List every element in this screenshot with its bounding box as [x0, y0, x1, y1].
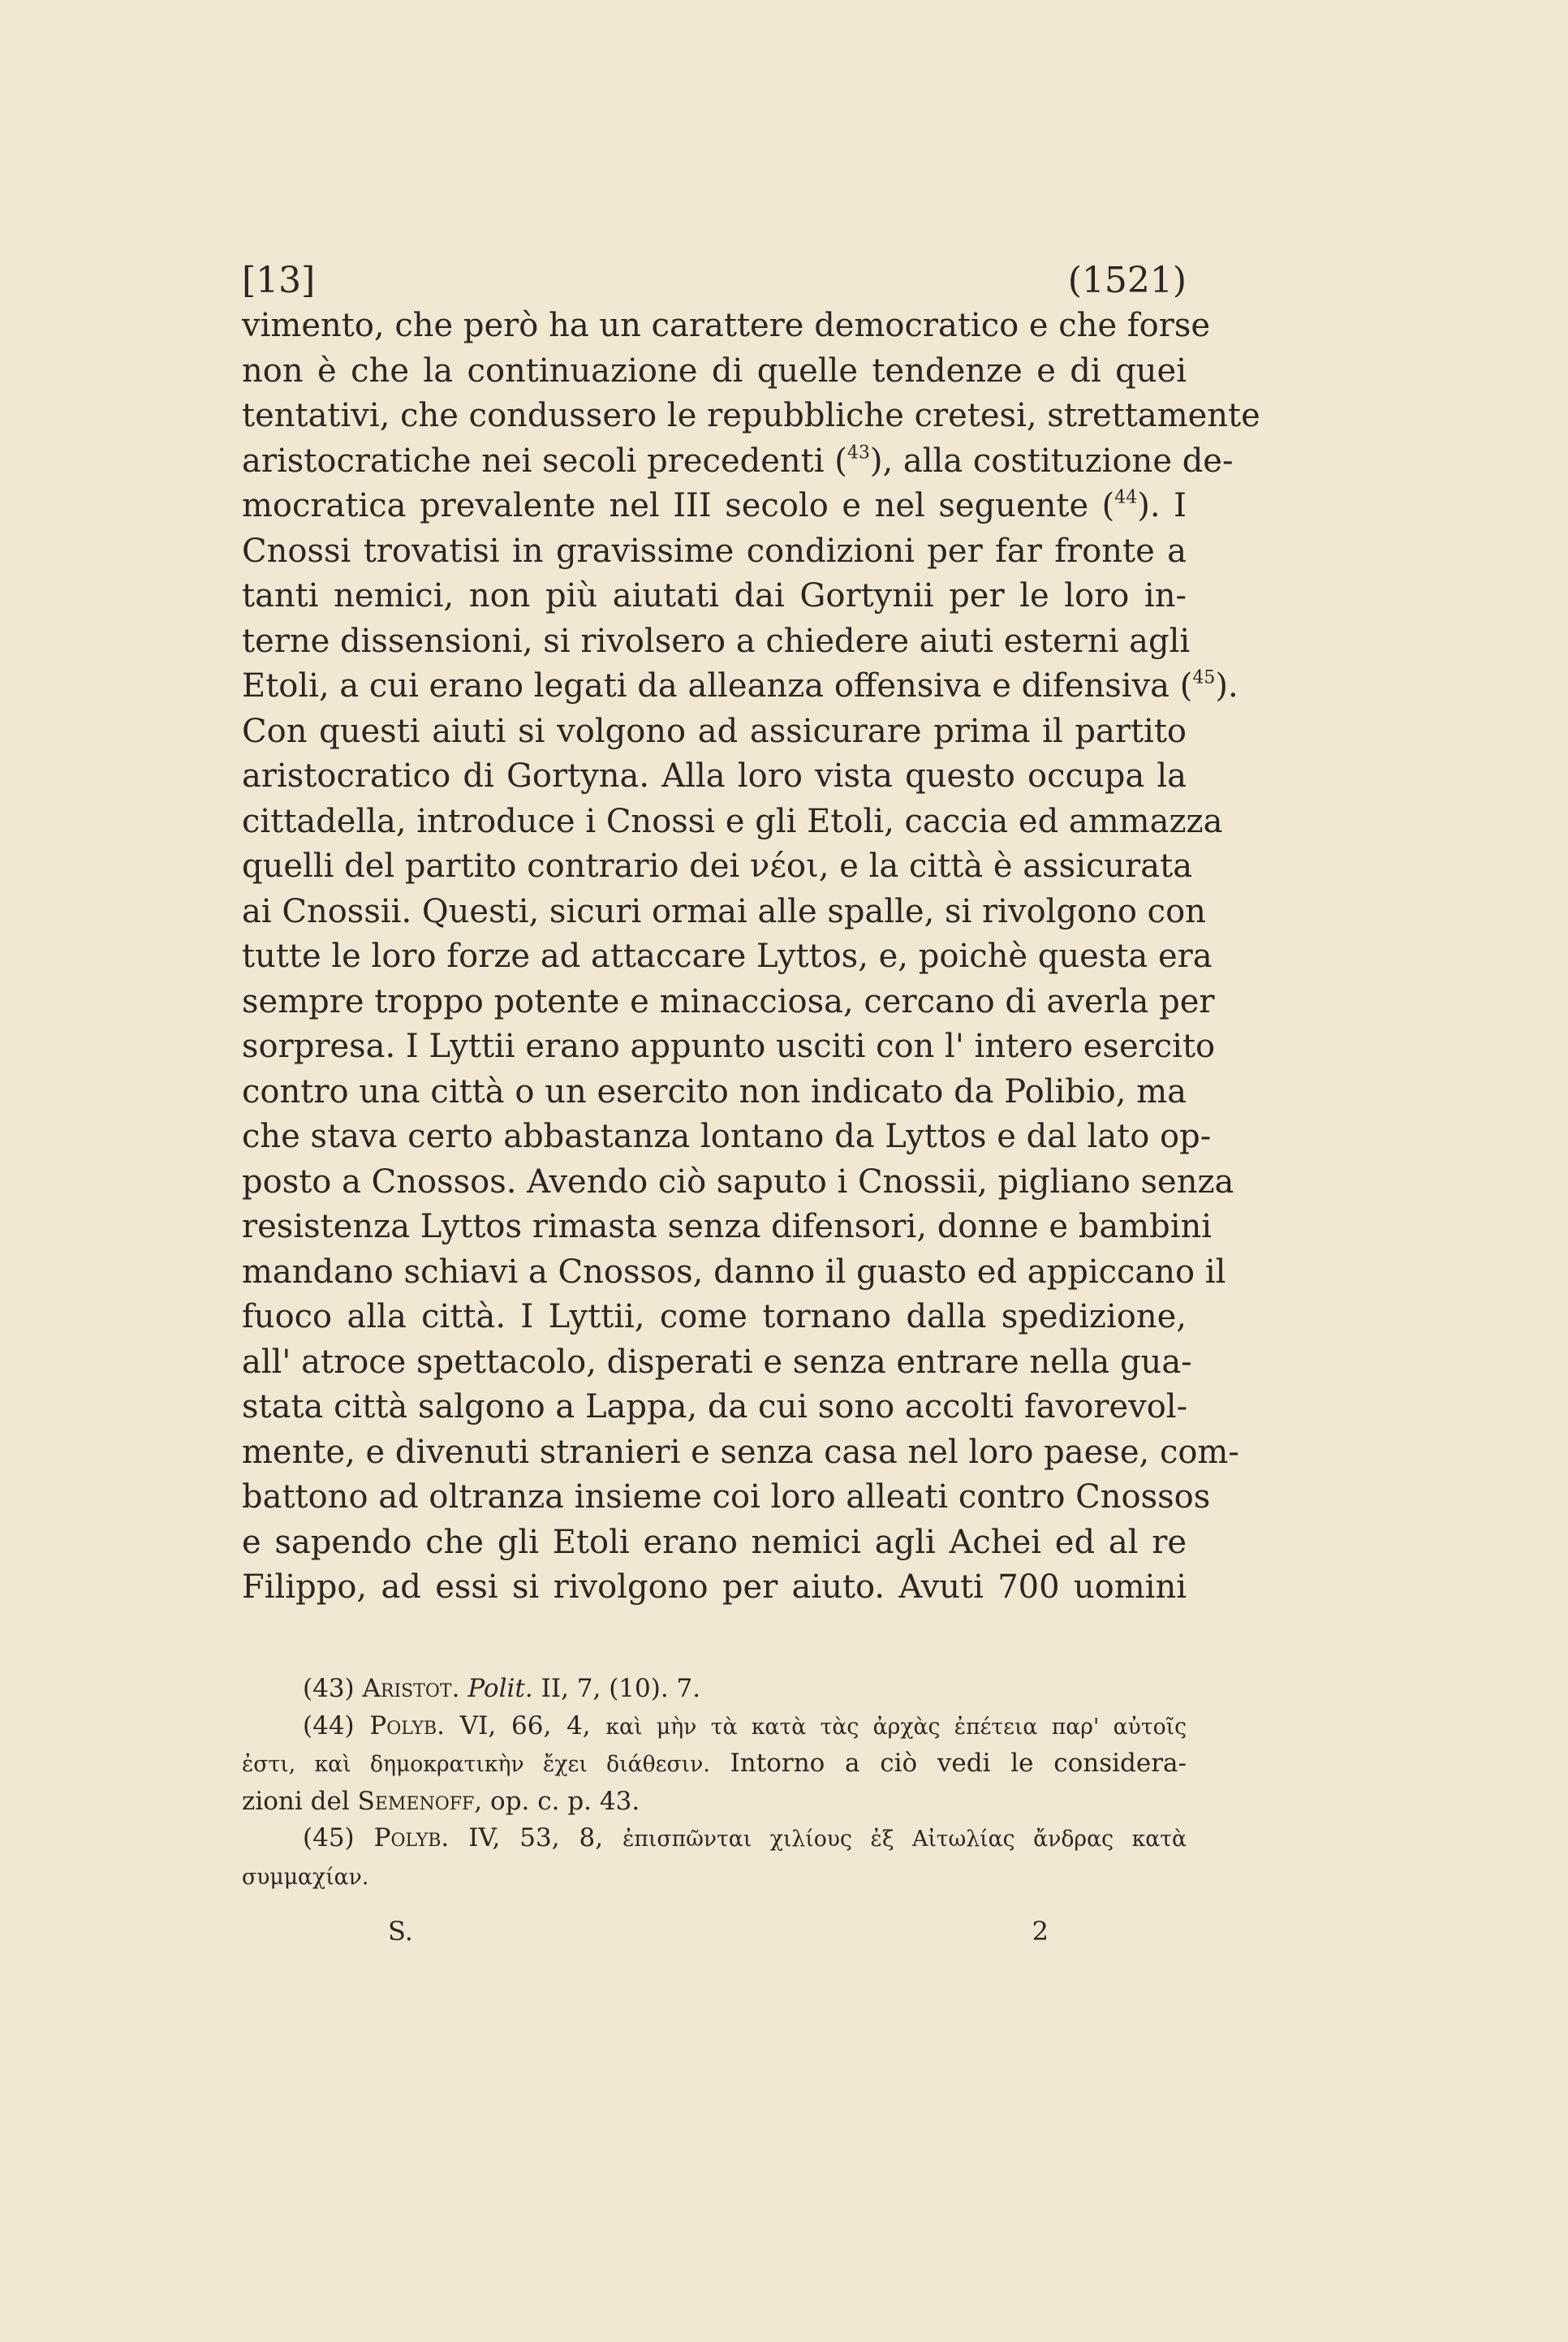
text-line: che stava certo abbastanza lontano da Lyttos e dal lato op-: [242, 1118, 1212, 1155]
footnote-author: Aristot.: [362, 1674, 460, 1703]
text-line: all' atroce spettacolo, disperati e senza entrare nella gua-: [242, 1343, 1192, 1381]
text-line: battono ad oltranza insieme coi loro alleati contro Cnossos: [242, 1478, 1211, 1516]
text-line: sorpresa. I Lyttii erano appunto usciti con l' intero esercito: [242, 1028, 1216, 1065]
text-line: terne dissensioni, si rivolsero a chiedere aiuti esterni agli: [242, 622, 1191, 660]
main-text: [242, 304, 1260, 1611]
footnote-number: (45): [303, 1823, 355, 1852]
text-line: contro una città o un esercito non indicato da Polibio, ma: [242, 1072, 1187, 1111]
text-line: aristocratiche nei secoli precedenti ($^{43}$), alla costituzione de-: [242, 442, 1234, 480]
text-line: non è che la continuazione di quelle tendenze e di quei: [242, 352, 1187, 390]
footnote-45: [242, 1820, 1187, 1858]
footnote-number: (44): [303, 1710, 355, 1740]
text-line: tutte le loro forze ad attaccare Lyttos, e, poichè questa era: [242, 938, 1213, 975]
footnote-author: Polyb.: [373, 1823, 450, 1852]
footnote-44-line-2: [242, 1745, 1187, 1783]
footnote-reference: II, 7, (10). 7.: [541, 1674, 701, 1703]
footnote-43: [242, 1671, 1187, 1708]
text-line: mocratica prevalente nel III secolo e nel seguente ($^{44}$). I: [242, 487, 1187, 524]
text-line: posto a Cnossos. Avendo ciò saputo i Cnossii, pigliano senza: [242, 1162, 1234, 1201]
printer-signature: [242, 1913, 1187, 1949]
footnote-number: (43): [303, 1674, 355, 1703]
footnote-work: Polit.: [467, 1674, 533, 1703]
text-line: resistenza Lyttos rimasta senza difensori, donne e bambini: [242, 1208, 1213, 1245]
footnote-ref-43: 43: [846, 442, 870, 463]
text-line: tanti nemici, non più aiutati dai Gortynii per le loro in-: [242, 577, 1187, 615]
page-number-right: (1521): [1067, 260, 1187, 301]
text-line: Con questi aiuti si volgono ad assicurare prima il partito: [242, 712, 1187, 750]
text-line: stata città salgono a Lappa, da cui sono accolti favorevol-: [242, 1388, 1188, 1425]
running-header: [242, 258, 1187, 304]
footnote-ref-45: 45: [1192, 667, 1216, 688]
footnote-greek-quote: ἐπισπῶνται χιλίους ἐξ Αἰτωλίας ἄνδρας κατὰ: [622, 1827, 1187, 1852]
signature-mark: S.: [388, 1916, 413, 1947]
footnote-ref-44: 44: [1114, 487, 1138, 508]
text-line: vimento, che però ha un carattere democratico e che forse: [242, 307, 1211, 344]
text-line: mente, e divenuti stranieri e senza casa nel loro paese, com-: [242, 1433, 1239, 1471]
footnote-author: Semenoff,: [357, 1786, 483, 1816]
footnote-text: Intorno a ciò vedi le considera-: [730, 1749, 1187, 1778]
footnote-reference: IV, 53, 8,: [468, 1823, 604, 1852]
text-line: Cnossi trovatisi in gravissime condizioni per far fronte a: [242, 532, 1187, 570]
text-line: e sapendo che gli Etoli erano nemici agli Achei ed al re: [242, 1523, 1187, 1561]
text-line: cittadella, introduce i Cnossi e gli Etoli, caccia ed ammazza: [242, 802, 1223, 840]
text-line: sempre troppo potente e minacciosa, cercano di averla per: [242, 982, 1215, 1020]
text-line: Etoli, a cui erano legati da alleanza offensiva e difensiva ($^{45}$).: [242, 667, 1238, 705]
footnote-author: Polyb.: [369, 1710, 446, 1740]
footnote-greek-quote: καὶ μὴν τὰ κατὰ τὰς ἀρχὰς ἐπέτεια παρ' αὐτοῖς: [605, 1714, 1187, 1740]
footnote-45-line-2: [242, 1858, 1187, 1896]
text-line: fuoco alla città. I Lyttii, come tornano dalla spedizione,: [242, 1298, 1187, 1335]
text-line: mandano schiavi a Cnossos, danno il guasto ed appiccano il: [242, 1253, 1226, 1291]
footnotes: [242, 1671, 1187, 1896]
footnote-text: zioni del: [242, 1786, 350, 1816]
text-line: tentativi, che condussero le repubbliche cretesi, strettamente: [242, 397, 1260, 434]
signature-number: 2: [1032, 1916, 1049, 1947]
text-line: Filippo, ad essi si rivolgono per aiuto. Avuti 700 uomini: [242, 1568, 1187, 1606]
text-line: aristocratico di Gortyna. Alla loro vista questo occupa la: [242, 757, 1187, 795]
page-number-left: [13]: [242, 260, 316, 301]
text-line: quelli del partito contrario dei νέοι, e la città è assicurata: [242, 848, 1193, 885]
footnote-greek-quote: ἐστι, καὶ δημοκρατικὴν ἔχει διάθεσιν.: [242, 1752, 710, 1777]
footnote-44-line-3: [242, 1783, 1187, 1821]
text-line: ai Cnossii. Questi, sicuri ormai alle spalle, si rivolgono con: [242, 892, 1206, 930]
footnote-44: [242, 1708, 1187, 1746]
footnote-greek-quote: συμμαχίαν.: [242, 1864, 369, 1890]
footnote-reference: VI, 66, 4,: [459, 1710, 591, 1740]
footnote-text: op. c. p. 43.: [490, 1786, 640, 1816]
